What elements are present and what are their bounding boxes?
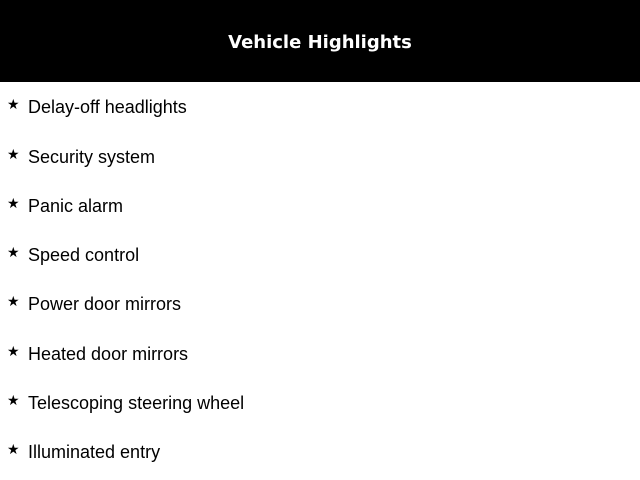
list-item-label: Heated door mirrors xyxy=(28,344,189,364)
list-item-label: Speed control xyxy=(28,245,140,265)
list-item-label: Power door mirrors xyxy=(28,294,182,314)
list-item-label: Security system xyxy=(28,147,156,167)
star-icon: ★ xyxy=(7,294,20,310)
list-item-label: Delay-off headlights xyxy=(28,97,187,117)
star-icon: ★ xyxy=(7,393,20,409)
page-title: Vehicle Highlights xyxy=(228,31,412,53)
star-icon: ★ xyxy=(7,196,20,212)
list-item-label: Telescoping steering wheel xyxy=(28,393,245,413)
list-item-label: Illuminated entry xyxy=(28,442,161,462)
star-icon: ★ xyxy=(7,147,20,163)
page-header xyxy=(0,0,640,82)
star-icon: ★ xyxy=(7,97,20,113)
list-item-label: Panic alarm xyxy=(28,196,124,216)
star-icon: ★ xyxy=(7,344,20,360)
star-icon: ★ xyxy=(7,245,20,261)
star-icon: ★ xyxy=(7,442,20,458)
